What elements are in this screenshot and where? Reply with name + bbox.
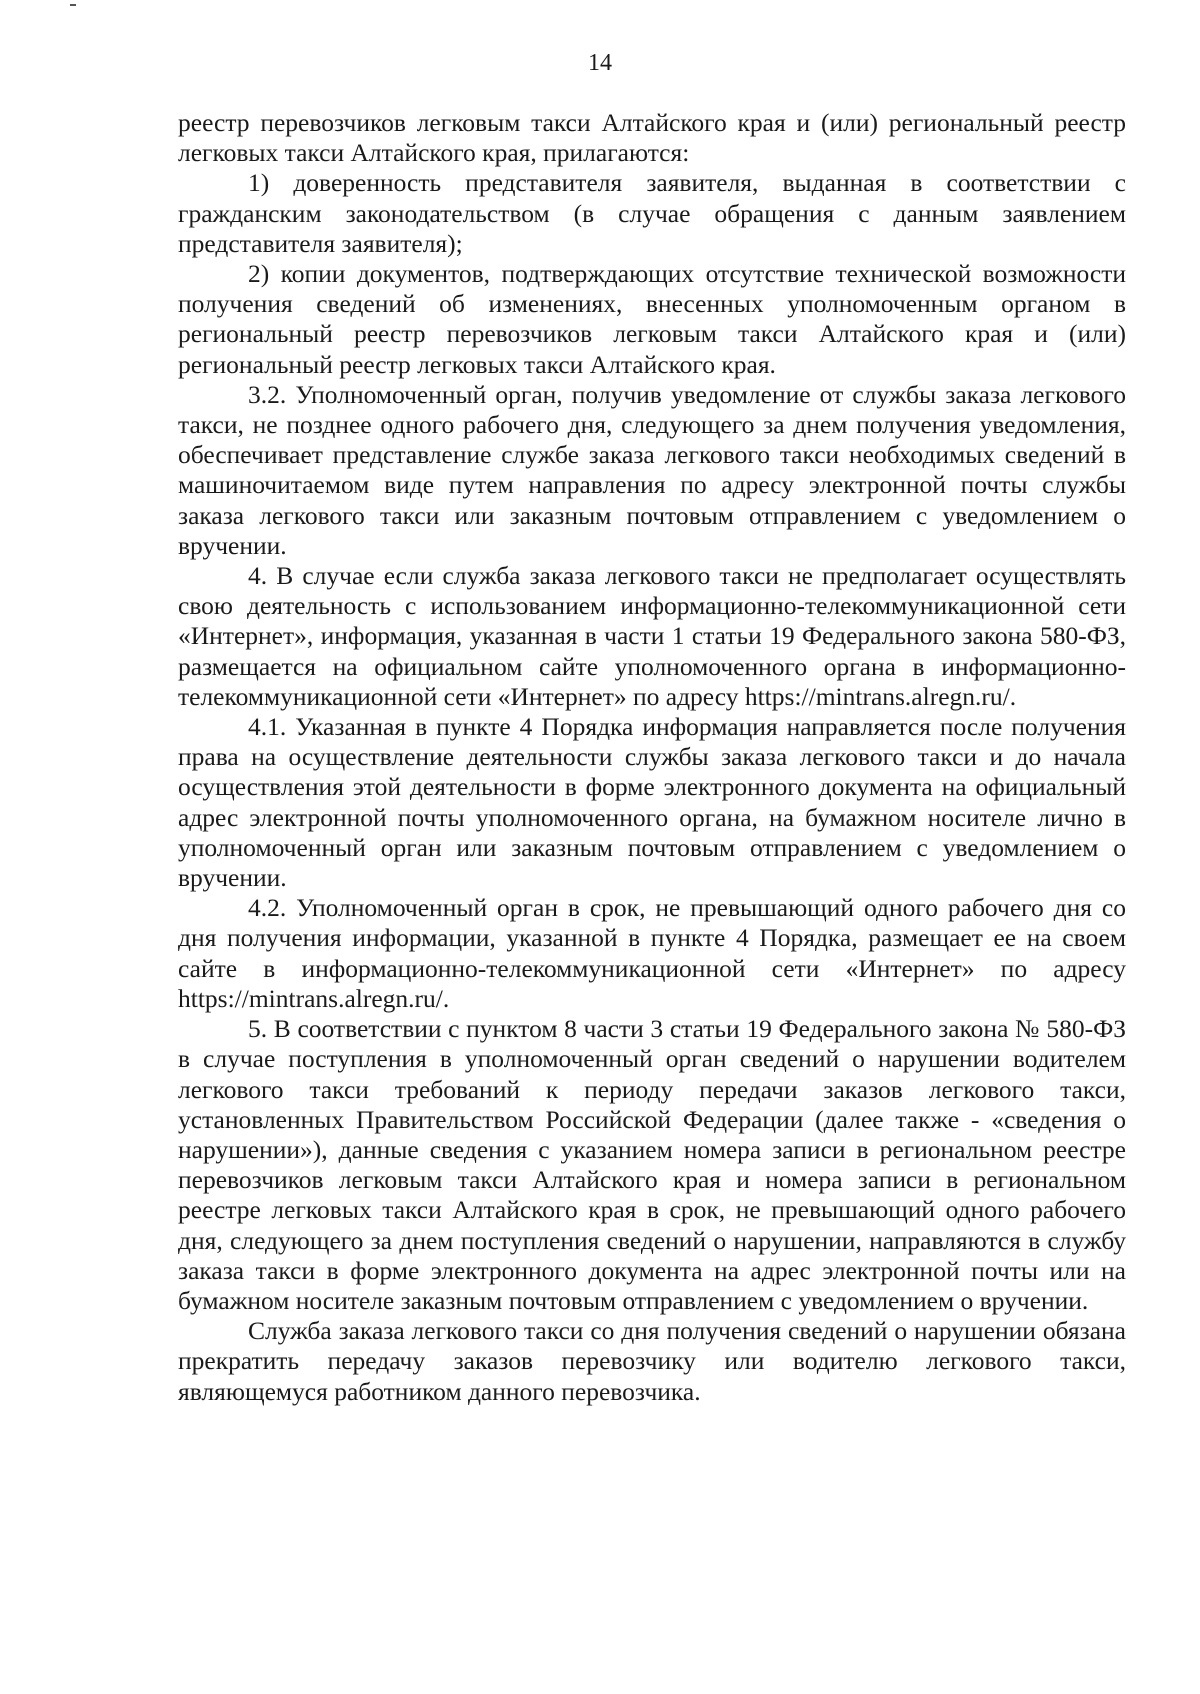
paragraph-4: 4. В случае если служба заказа легкового такси не предполагает осуществлять свою деятельность с использованием информационно-телекоммуникационной сети «Интернет», информация, указанная в части 1 статьи 19 Федерального закона 580-ФЗ, размещается на официальном сайте уполномоченного органа в информационно-телекоммуникационной сети «Интернет» по адресу https://mintrans.alregn.ru/. xyxy=(178,561,1126,711)
paragraph-3-2: 3.2. Уполномоченный орган, получив уведомление от службы заказа легкового такси, не позднее одного рабочего дня, следующего за днем получения уведомления, обеспечивает представление службе заказа легкового такси необходимых сведений в машиночитаемом виде путем направления по адресу электронной почты службы заказа легкового такси или заказным почтовым отправлением с уведомлением о вручении. xyxy=(178,379,1126,560)
paragraph-item-2: 2) копии документов, подтверждающих отсутствие технической возможности получения сведений об изменениях, внесенных уполномоченным органом в региональный реестр перевозчиков легковым такси Алтайского края и (или) региональный реестр легковых такси Алтайского края. xyxy=(178,259,1126,379)
paragraph-item-1: 1) доверенность представителя заявителя, выданная в соответствии с гражданским законодательством (в случае обращения с данным заявлением представителя заявителя); xyxy=(178,168,1126,258)
paragraph-final: Служба заказа легкового такси со дня получения сведений о нарушении обязана прекратить передачу заказов перевозчику или водителю легкового такси, являющемуся работником данного перевозчика. xyxy=(178,1316,1126,1406)
paragraph-5: 5. В соответствии с пунктом 8 части 3 статьи 19 Федерального закона № 580-ФЗ в случае поступления в уполномоченный орган сведений о нарушении водителем легкового такси требований к периоду передачи заказов легкового такси, установленных Правительством Российской Федерации (далее также - «сведения о нарушении»), данные сведения с указанием номера записи в региональном реестре перевозчиков легковым такси Алтайского края и номера записи в региональном реестре легковых такси Алтайского края в срок, не превышающий одного рабочего дня, следующего за днем поступления сведений о нарушении, направляются в службу заказа такси в форме электронного документа на адрес электронной почты или на бумажном носителе заказным почтовым отправлением с уведомлением о вручении. xyxy=(178,1014,1126,1315)
paragraph-continuation: реестр перевозчиков легковым такси Алтайского края и (или) региональный реестр легковых такси Алтайского края, прилагаются: xyxy=(178,108,1126,168)
paragraph-4-1: 4.1. Указанная в пункте 4 Порядка информация направляется после получения права на осуществление деятельности службы заказа легкового такси и до начала осуществления этой деятельности в форме электронного документа на официальный адрес электронной почты уполномоченного органа, на бумажном носителе лично в уполномоченный орган или заказным почтовым отправлением с уведомлением о вручении. xyxy=(178,712,1126,893)
document-body xyxy=(178,108,1126,1407)
page-number: 14 xyxy=(588,50,612,76)
scan-artifact xyxy=(70,4,76,6)
paragraph-4-2: 4.2. Уполномоченный орган в срок, не превышающий одного рабочего дня со дня получения информации, указанной в пункте 4 Порядка, размещает ее на своем сайте в информационно-телекоммуникационной сети «Интернет» по адресу https://mintrans.alregn.ru/. xyxy=(178,893,1126,1013)
